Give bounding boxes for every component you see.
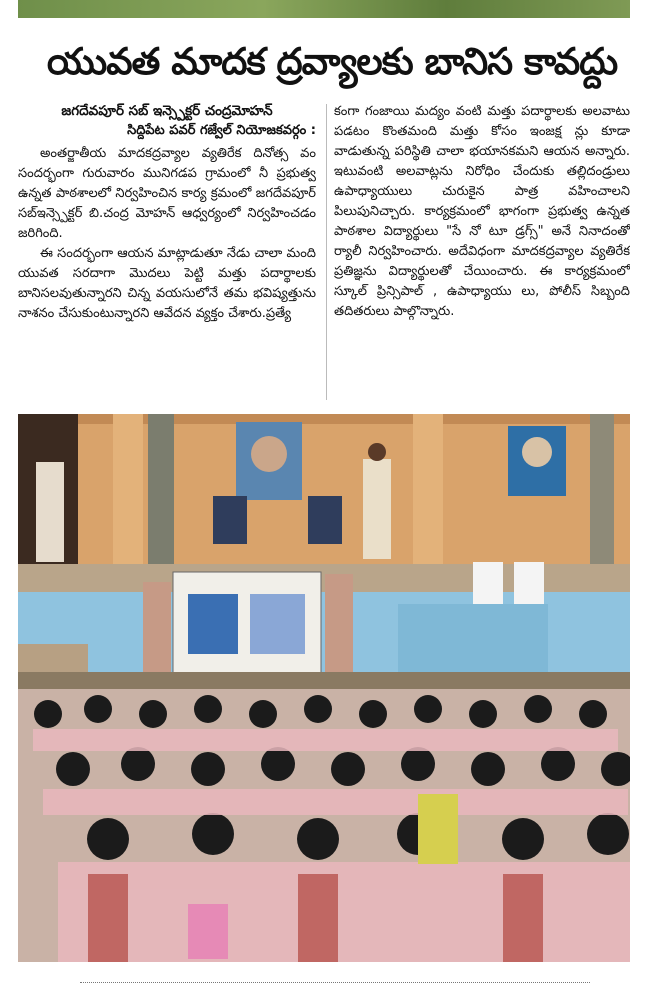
article-paragraph-3: కంగా గంజాయి మద్యం వంటి మత్తు పదార్థాలకు అలవాటు పడటం కొంతమంది మత్తు కోసం ఇంజక్ష న్లు కూడా వాడుతున్న పరిస్థితి చాలా భయానకమని ఆయన అన్నారు. ఇటువంటి అలవాట్లను నిరోధిం చేందుకు తల్లిదండ్రులు ఉపాధ్యాయులు చురుకైన పాత్ర వహించాలని పిలుపునిచ్చారు. కార్యక్రమంలో భాగంగా ప్రభుత్వ ఉన్నత పాఠశాల విద్యార్థులు "సే నో టూ డ్రగ్స్" అనే నినాదంతో ర్యాలీ నిర్వహించారు. అదేవిధంగా మాదకద్రవ్యాల వ్యతిరేక ప్రతిజ్ఞను విద్యార్థులతో చేయించారు. ఈ కార్యక్రమంలో స్కూల్ ప్రిన్సిపాల్ , ఉపాధ్యాయు లు, పోలీస్ సిబ్బంది తదితరులు పాల్గొన్నారు. — [334, 104, 630, 319]
article-paragraph-2: ఈ సందర్భంగా ఆయన మాట్లాడుతూ నేడు చాలా మంది యువత సరదాగా మొదలు పెట్టి మత్తు పదార్థాలకు బానిసలవుతున్నారని చిన్న వయసులోనే తమ భవిష్యత్తును నాశనం చేసుకుంటున్నారని ఆవేదన వ్యక్తం చేశారు.ప్రత్యే — [18, 246, 316, 321]
article-paragraph-1: అంతర్జాతీయ మాదకద్రవ్యాల వ్యతిరేక దినోత్స వం సందర్భంగా గురువారం మునిగడప గ్రామంలో నీ ప్రభుత్వ ఉన్నత పాఠశాలలో నిర్వహించిన కార్య క్రమంలో జగదేవపూర్ సబ్ఇన్స్పెక్టర్ బి.చంద్ర మోహన్ ఆధ్వర్యంలో నిర్వహించడం జరిగింది. — [18, 146, 316, 241]
top-photo-strip — [18, 0, 630, 18]
byline-reporter: జగదేవపూర్ సబ్ ఇన్స్పెక్టర్ చంద్రమోహన్ — [61, 103, 273, 119]
news-photo-illustration — [18, 414, 630, 962]
byline-location: సిద్దిపేట పవర్ గజ్వేల్ నియోజకవర్గం : — [127, 123, 316, 138]
news-photo — [18, 414, 630, 962]
headline: యువత మాదక ద్రవ్యాలకు బానిస కావద్దు — [46, 40, 618, 83]
article-column-right — [334, 102, 630, 402]
column-divider — [326, 104, 327, 400]
article-column-left — [18, 102, 316, 402]
footer-dotted-rule — [80, 982, 590, 983]
